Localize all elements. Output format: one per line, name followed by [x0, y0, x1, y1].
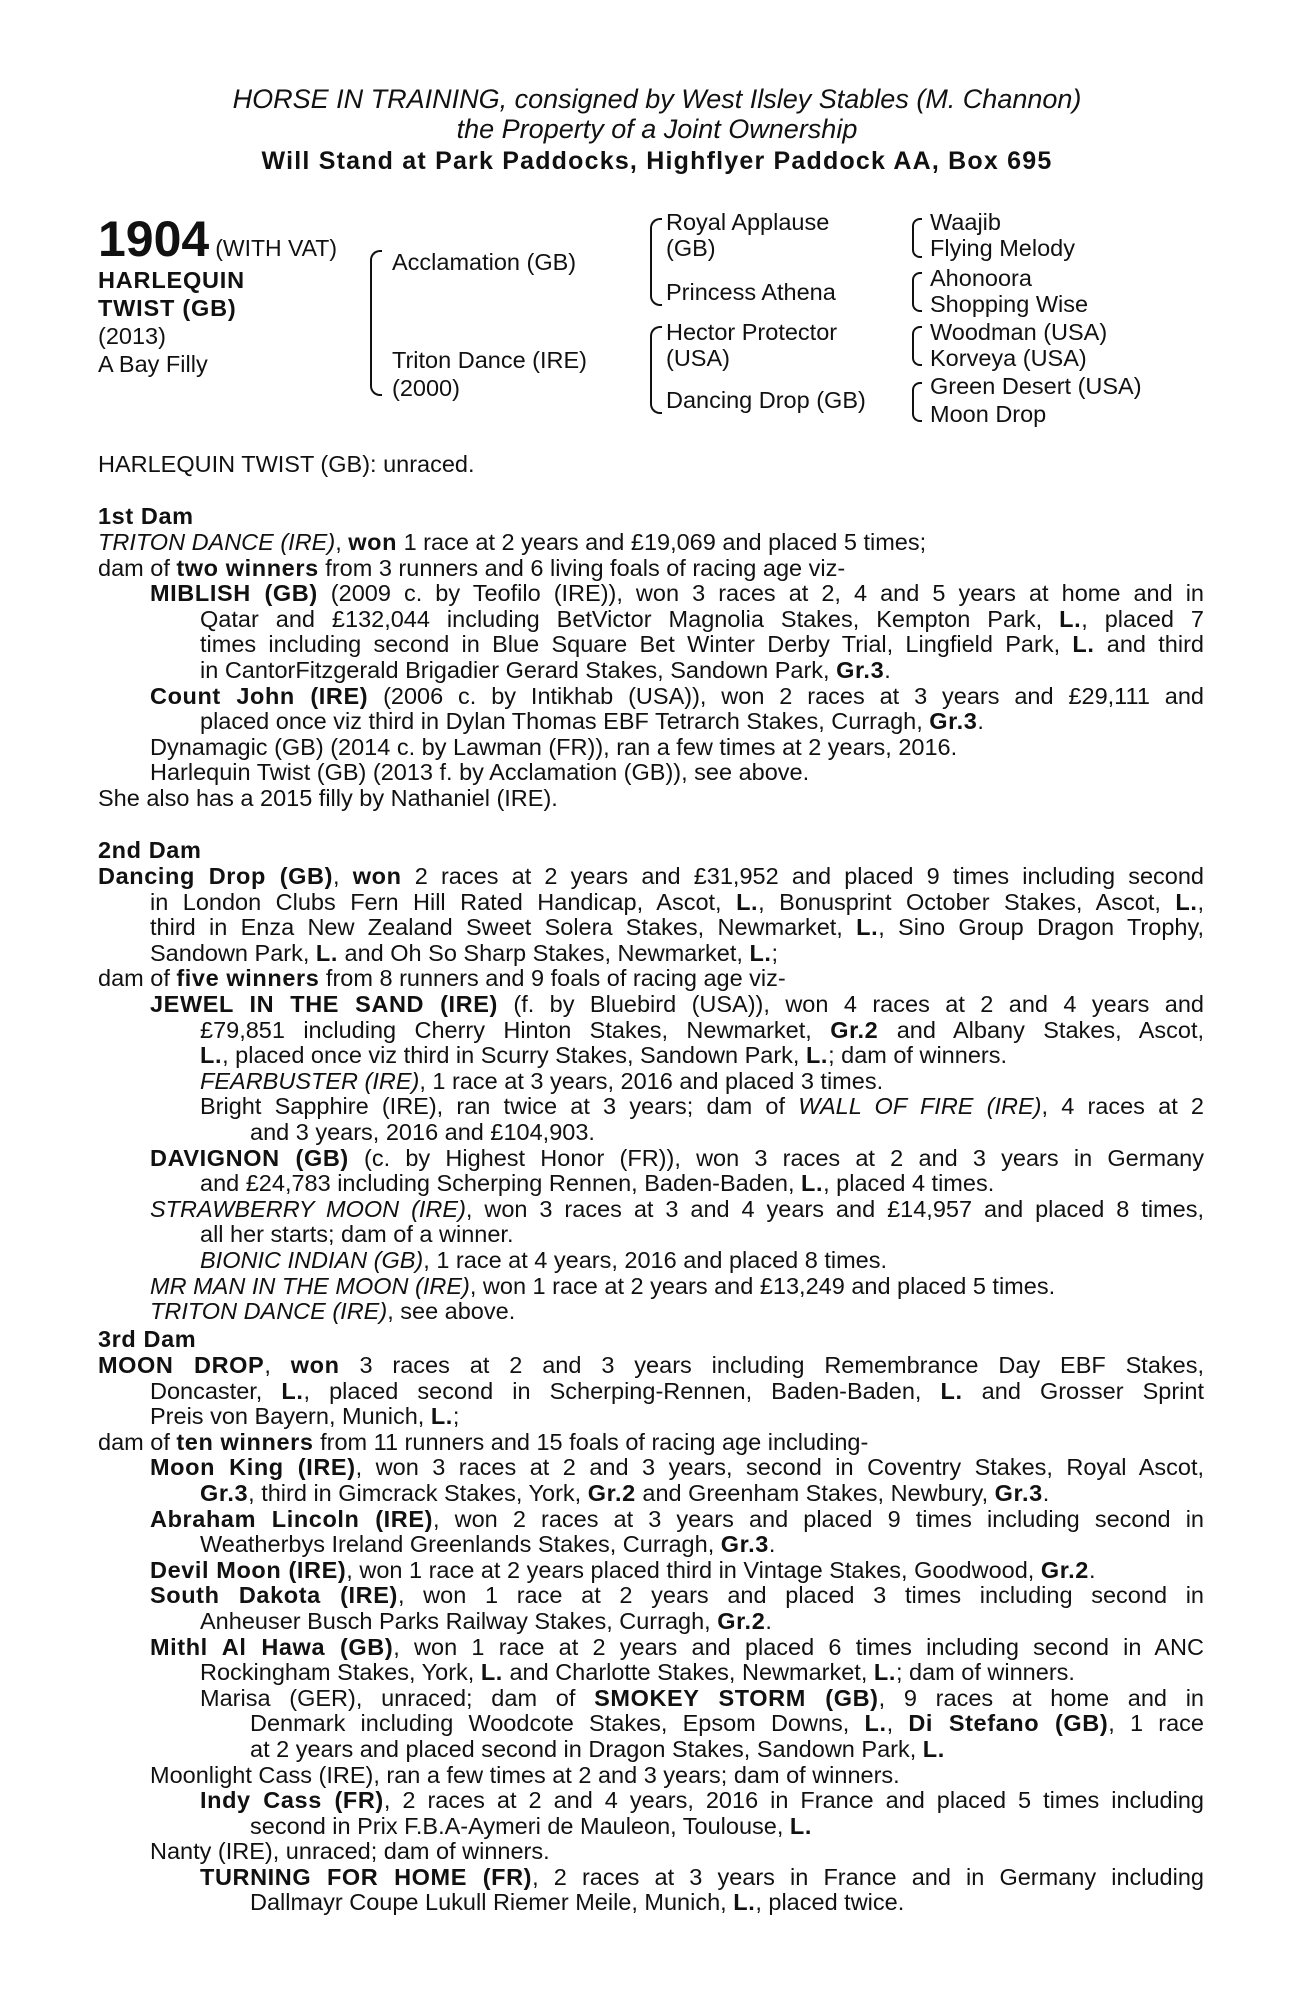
pedigree-ssd: Flying Melody	[930, 235, 1075, 261]
first-dam-section	[98, 530, 1204, 812]
text-run: ,	[333, 863, 353, 889]
text-run: 2 races at 2 years and £31,952 and placed 9 times including second	[401, 863, 1204, 889]
text-line	[200, 1609, 1204, 1635]
text-run: JEWEL IN THE SAND (IRE)	[150, 990, 498, 1017]
text-run: Dallmayr Coupe Lukull Riemer Meile, Munich,	[250, 1889, 734, 1916]
pedigree-dsd: Korveya (USA)	[930, 345, 1087, 371]
text-run: TURNING FOR HOME (FR)	[200, 1863, 533, 1890]
text-run: L.	[805, 1042, 829, 1069]
text-run: ,	[1197, 888, 1204, 915]
text-run: , won 2 races at 3 years and placed 9 times including second in	[433, 1505, 1205, 1532]
text-run: (f. by Bluebird (USA)), won 4 races at 2 and 4 years and	[497, 990, 1204, 1017]
text-line	[200, 1532, 1204, 1558]
text-line	[98, 1430, 1204, 1456]
text-line	[200, 1865, 1204, 1891]
text-run: ; dam of winners.	[895, 1659, 1075, 1686]
text-run: L.	[1059, 605, 1082, 632]
list-item	[150, 1583, 1204, 1609]
text-run: Doncaster,	[150, 1377, 282, 1404]
text-run: Denmark including Woodcote Stakes, Epsom Downs,	[250, 1710, 865, 1737]
text-run: L.	[480, 1659, 503, 1686]
list-item	[150, 1146, 1204, 1172]
text-run: five winners	[176, 965, 320, 992]
text-run: MIBLISH (GB)	[150, 580, 318, 607]
text-run: and £24,783 including Scherping Rennen, Baden-Baden,	[200, 1170, 802, 1197]
text-run: 1 race at 2 years and £19,069 and placed 5 times;	[397, 529, 927, 555]
list-item	[150, 581, 1204, 607]
text-run: Gr.3	[994, 1479, 1043, 1506]
text-line	[150, 941, 1204, 967]
list-item: Nanty (IRE), unraced; dam of winners.	[150, 1838, 550, 1865]
text-run: won	[290, 1352, 340, 1378]
text-line	[200, 658, 1204, 684]
text-run: , placed 4 times.	[823, 1170, 995, 1197]
pedigree-dds: Green Desert (USA)	[930, 373, 1142, 399]
text-run: L.	[315, 939, 338, 966]
text-line	[200, 1481, 1204, 1507]
horse-name-line1: HARLEQUIN	[98, 267, 245, 293]
pedigree-brace-g3-1	[912, 218, 922, 258]
header-consignor: HORSE IN TRAINING, consigned by West Ilsley Stables (M. Channon)	[232, 84, 1082, 114]
text-run: Weatherbys Ireland Greenlands Stakes, Curragh,	[200, 1531, 721, 1558]
pedigree-dam-line2: (2000)	[392, 375, 460, 401]
pedigree-sire-sire-line2: (GB)	[666, 235, 716, 261]
pedigree-sds: Ahonoora	[930, 265, 1032, 291]
text-run: Gr.2	[717, 1607, 766, 1634]
text-run: and Charlotte Stakes, Newmarket,	[502, 1659, 874, 1686]
text-run: , 9 races at home and in	[878, 1684, 1205, 1711]
text-run: third in Enza New Zealand Sweet Solera Stakes, Newmarket,	[150, 914, 857, 941]
text-run: , 1 race at 3 years, 2016 and placed 3 times.	[419, 1067, 884, 1094]
pedigree-dam-line1: Triton Dance (IRE)	[392, 347, 588, 373]
list-item: Dynamagic (GB) (2014 c. by Lawman (FR)), ran a few times at 2 years, 2016.	[150, 733, 958, 760]
text-line	[98, 966, 1204, 992]
text-run: , third in Gimcrack Stakes, York,	[248, 1479, 588, 1506]
text-run: Qatar and £132,044 including BetVictor Magnolia Stakes, Kempton Park,	[200, 605, 1043, 632]
text-run: TRITON DANCE (IRE)	[150, 1298, 388, 1325]
text-line	[250, 1711, 1204, 1737]
text-run: L.	[789, 1812, 812, 1839]
list-item	[150, 1455, 1204, 1481]
second-dam-heading: 2nd Dam	[98, 837, 202, 863]
text-line	[150, 890, 1204, 916]
text-run: .	[884, 656, 891, 683]
lot-number: 1904	[98, 211, 210, 267]
text-line	[98, 530, 1204, 556]
text-line	[150, 915, 1204, 941]
text-run: , see above.	[387, 1298, 516, 1325]
text-run: Di Stefano (GB)	[908, 1710, 1109, 1737]
text-run: L.	[922, 1735, 945, 1762]
text-run: , 1 race	[1108, 1710, 1204, 1737]
text-run: , 2 races at 3 years in France and in Germany including	[532, 1863, 1204, 1890]
text-run: , 4 races at 2	[1041, 1093, 1204, 1120]
text-run: L.	[200, 1042, 223, 1069]
text-line	[200, 607, 1204, 633]
text-run: ,	[335, 529, 349, 555]
text-run: , won 1 race at 2 years and £13,249 and placed 5 times.	[469, 1272, 1056, 1299]
text-run: and Grosser Sprint	[962, 1377, 1204, 1404]
text-run: L.	[736, 888, 759, 915]
text-run: in CantorFitzgerald Brigadier Gerard Stakes, Sandown Park,	[200, 656, 837, 683]
text-run: South Dakota (IRE)	[150, 1582, 398, 1609]
text-run: ten winners	[176, 1428, 314, 1455]
text-run: , won 3 races at 2 and 3 years, second in Coventry Stakes, Royal Ascot,	[355, 1454, 1204, 1481]
text-run: FEARBUSTER (IRE)	[200, 1067, 420, 1094]
text-run: .	[1042, 1479, 1050, 1506]
text-run: won	[352, 863, 402, 889]
vat-note: (WITH VAT)	[215, 235, 338, 261]
pedigree-dss: Woodman (USA)	[930, 319, 1108, 345]
text-run: L.	[856, 914, 879, 941]
text-run: dam of	[98, 1428, 177, 1455]
header-location: Will Stand at Park Paddocks, Highflyer Paddock AA, Box 695	[261, 147, 1053, 175]
pedigree-dam-dam: Dancing Drop (GB)	[666, 387, 866, 413]
text-run: STRAWBERRY MOON (IRE)	[150, 1195, 466, 1222]
pedigree-brace-sire	[650, 218, 662, 306]
text-run: DAVIGNON (GB)	[150, 1144, 349, 1171]
text-line	[200, 1248, 1204, 1274]
text-run: from 11 runners and 15 foals of racing age including-	[313, 1428, 869, 1455]
text-line	[250, 1814, 1204, 1840]
text-run: Anheuser Busch Parks Railway Stakes, Curragh,	[200, 1607, 718, 1634]
text-run: Gr.3	[200, 1479, 249, 1506]
text-line	[250, 1737, 1204, 1763]
second-dam-section	[98, 864, 1204, 1325]
text-run: , won 3 races at 3 and 4 years and £14,957 and placed 8 times,	[465, 1195, 1204, 1222]
list-item	[150, 1507, 1204, 1533]
text-run: She also has a 2015 filly by Nathaniel (IRE).	[98, 784, 558, 811]
text-run: L.	[281, 1377, 304, 1404]
text-run: and 3 years, 2016 and £104,903.	[250, 1118, 595, 1145]
header-ownership: the Property of a Joint Ownership	[456, 114, 858, 144]
text-run: second in Prix F.B.A-Aymeri de Mauleon, Toulouse,	[250, 1812, 790, 1839]
text-run: L.	[1175, 888, 1198, 915]
pedigree-ddd: Moon Drop	[930, 401, 1047, 427]
text-run: ,	[886, 1710, 909, 1737]
text-run: .	[768, 1531, 776, 1558]
text-run: Indy Cass (FR)	[200, 1787, 384, 1814]
text-run: Preis von Bayern, Munich,	[150, 1403, 431, 1430]
text-line	[98, 1353, 1204, 1379]
text-run: ;	[452, 1403, 460, 1430]
text-run: all her starts; dam of a winner.	[200, 1221, 514, 1248]
text-run: (2006 c. by Intikhab (USA)), won 2 races at 3 years and £29,111 and	[368, 682, 1204, 709]
pedigree-brace-g3-4	[912, 382, 922, 422]
text-run: Bright Sapphire (IRE), ran twice at 3 years; dam of	[200, 1093, 799, 1120]
text-run: times including second in Blue Square Bet Winter Derby Trial, Lingfield Park,	[200, 631, 1073, 658]
text-run: and third	[1094, 631, 1204, 658]
text-run: , won 1 race at 2 years and placed 3 times including second in	[397, 1582, 1205, 1609]
text-run: Gr.2	[830, 1016, 879, 1043]
list-item	[150, 1558, 1204, 1584]
text-run: (2009 c. by Teofilo (IRE)), won 3 races at 2, 4 and 5 years at home and in	[317, 580, 1204, 607]
text-run: L.	[864, 1710, 887, 1737]
text-run: L.	[801, 1170, 824, 1197]
text-run: , placed second in Scherping-Rennen, Baden-Baden,	[303, 1377, 941, 1404]
text-line	[200, 1094, 1204, 1120]
text-run: (c. by Highest Honor (FR)), won 3 races at 2 and 3 years in Germany	[348, 1144, 1204, 1171]
text-run: Gr.3	[929, 708, 978, 735]
text-run: L.	[940, 1377, 963, 1404]
text-run: Gr.2	[1040, 1556, 1089, 1583]
text-line	[200, 1788, 1204, 1814]
text-line	[200, 1686, 1204, 1712]
text-run: and Greenham Stakes, Newbury,	[635, 1479, 995, 1506]
text-line	[250, 1890, 1204, 1916]
text-run: WALL OF FIRE (IRE)	[798, 1093, 1042, 1120]
text-run: at 2 years and placed second in Dragon Stakes, Sandown Park,	[250, 1735, 923, 1762]
text-run: from 8 runners and 9 foals of racing age viz-	[319, 965, 786, 992]
list-item	[150, 1299, 1204, 1325]
horse-name-line2: TWIST (GB)	[98, 295, 237, 321]
text-run: , won 1 race at 2 years placed third in Vintage Stakes, Goodwood,	[346, 1556, 1041, 1583]
text-run: SMOKEY STORM (GB)	[594, 1684, 879, 1711]
text-line	[200, 1018, 1204, 1044]
text-run: MR MAN IN THE MOON (IRE)	[150, 1272, 470, 1299]
pedigree-sire: Acclamation (GB)	[392, 249, 577, 275]
horse-year: (2013)	[98, 323, 166, 349]
pedigree-brace-g3-3	[912, 326, 922, 366]
dam-name: TRITON DANCE (IRE)	[98, 529, 336, 555]
text-run: two winners	[176, 554, 319, 581]
text-run: Rockingham Stakes, York,	[200, 1659, 481, 1686]
text-run: L.	[430, 1403, 453, 1430]
text-run: ,	[264, 1352, 291, 1378]
pedigree-sdd: Shopping Wise	[930, 291, 1089, 317]
third-dam-section	[98, 1353, 1204, 1916]
text-run: Count John (IRE)	[150, 682, 369, 709]
text-line	[200, 1043, 1204, 1069]
text-run: L.	[1072, 631, 1095, 658]
text-run: MOON DROP	[98, 1352, 265, 1378]
pedigree-brace-gen1	[370, 250, 382, 396]
text-run: L.	[733, 1889, 756, 1916]
unraced-note: HARLEQUIN TWIST (GB): unraced.	[98, 451, 475, 477]
pedigree-sss: Waajib	[930, 209, 1001, 235]
text-run: from 3 runners and 6 living foals of racing age viz-	[318, 554, 846, 581]
text-run: .	[1088, 1556, 1096, 1583]
text-run: Gr.2	[587, 1479, 636, 1506]
list-item: Moonlight Cass (IRE), ran a few times at 2 and 3 years; dam of winners.	[150, 1761, 900, 1788]
text-line	[150, 1404, 1204, 1430]
pedigree-brace-dam	[650, 326, 662, 414]
text-run: dam of	[98, 965, 177, 992]
text-line	[200, 1660, 1204, 1686]
text-run: ;	[771, 939, 779, 966]
text-run: Sandown Park,	[150, 939, 316, 966]
pedigree-sire-sire-line1: Royal Applause	[666, 209, 830, 235]
first-dam-heading: 1st Dam	[98, 503, 194, 529]
text-run: , Bonusprint October Stakes, Ascot,	[758, 888, 1176, 915]
text-line	[200, 709, 1204, 735]
text-run: , won 1 race at 2 years and placed 6 times including second in ANC	[393, 1633, 1204, 1660]
text-run: Gr.3	[836, 656, 885, 683]
text-run: BIONIC INDIAN (GB)	[200, 1246, 424, 1273]
horse-description: A Bay Filly	[98, 351, 208, 377]
text-run: .	[977, 708, 984, 735]
text-run: L.	[873, 1659, 896, 1686]
text-run: , placed 7	[1081, 605, 1205, 632]
list-item	[150, 1274, 1204, 1300]
text-run: in London Clubs Fern Hill Rated Handicap, Ascot,	[150, 888, 737, 915]
text-run: , 2 races at 2 and 4 years, 2016 in France and placed 5 times including	[383, 1787, 1204, 1814]
text-run: Marisa (GER), unraced; dam of	[200, 1684, 595, 1711]
text-line	[200, 1171, 1204, 1197]
pedigree-dam-sire-line1: Hector Protector	[666, 319, 838, 345]
list-item	[150, 1197, 1204, 1223]
text-line	[150, 1379, 1204, 1405]
text-run: L.	[749, 939, 772, 966]
text-run: Abraham Lincoln (IRE)	[150, 1505, 434, 1532]
text-run: placed once viz third in Dylan Thomas EBF Tetrarch Stakes, Curragh,	[200, 708, 930, 735]
text-run: won	[348, 529, 398, 555]
text-run: Mithl Al Hawa (GB)	[150, 1633, 394, 1660]
text-run: , 1 race at 4 years, 2016 and placed 8 times.	[423, 1246, 888, 1273]
pedigree-brace-g3-2	[912, 272, 922, 312]
text-run: , placed twice.	[755, 1889, 905, 1916]
text-run: and Oh So Sharp Stakes, Newmarket,	[338, 939, 750, 966]
pedigree-dam-sire-line2: (USA)	[666, 345, 730, 371]
list-item	[150, 992, 1204, 1018]
list-item: Harlequin Twist (GB) (2013 f. by Acclamation (GB)), see above.	[150, 759, 810, 786]
text-run: , Sino Group Dragon Trophy,	[878, 914, 1204, 941]
text-line	[200, 1069, 1204, 1095]
text-run: ; dam of winners.	[828, 1042, 1007, 1069]
list-item	[150, 1635, 1204, 1661]
pedigree-sire-dam: Princess Athena	[666, 279, 836, 305]
text-run: .	[765, 1607, 772, 1634]
lot-block	[98, 212, 337, 378]
text-run: £79,851 including Cherry Hinton Stakes, Newmarket,	[200, 1016, 831, 1043]
text-run: Dancing Drop (GB)	[98, 863, 334, 889]
text-line	[200, 632, 1204, 658]
third-dam-heading: 3rd Dam	[98, 1326, 197, 1352]
text-run: Gr.3	[720, 1531, 769, 1558]
text-run: and Albany Stakes, Ascot,	[878, 1016, 1204, 1043]
text-run: 3 races at 2 and 3 years including Remembrance Day EBF Stakes,	[339, 1352, 1205, 1378]
text-line	[98, 556, 1204, 582]
text-run: dam of	[98, 554, 177, 581]
text-run: , placed once viz third in Scurry Stakes, Sandown Park,	[222, 1042, 806, 1069]
text-run: Devil Moon (IRE)	[150, 1556, 347, 1583]
text-line	[98, 864, 1204, 890]
text-run: Moon King (IRE)	[150, 1454, 356, 1481]
list-item	[150, 684, 1204, 710]
